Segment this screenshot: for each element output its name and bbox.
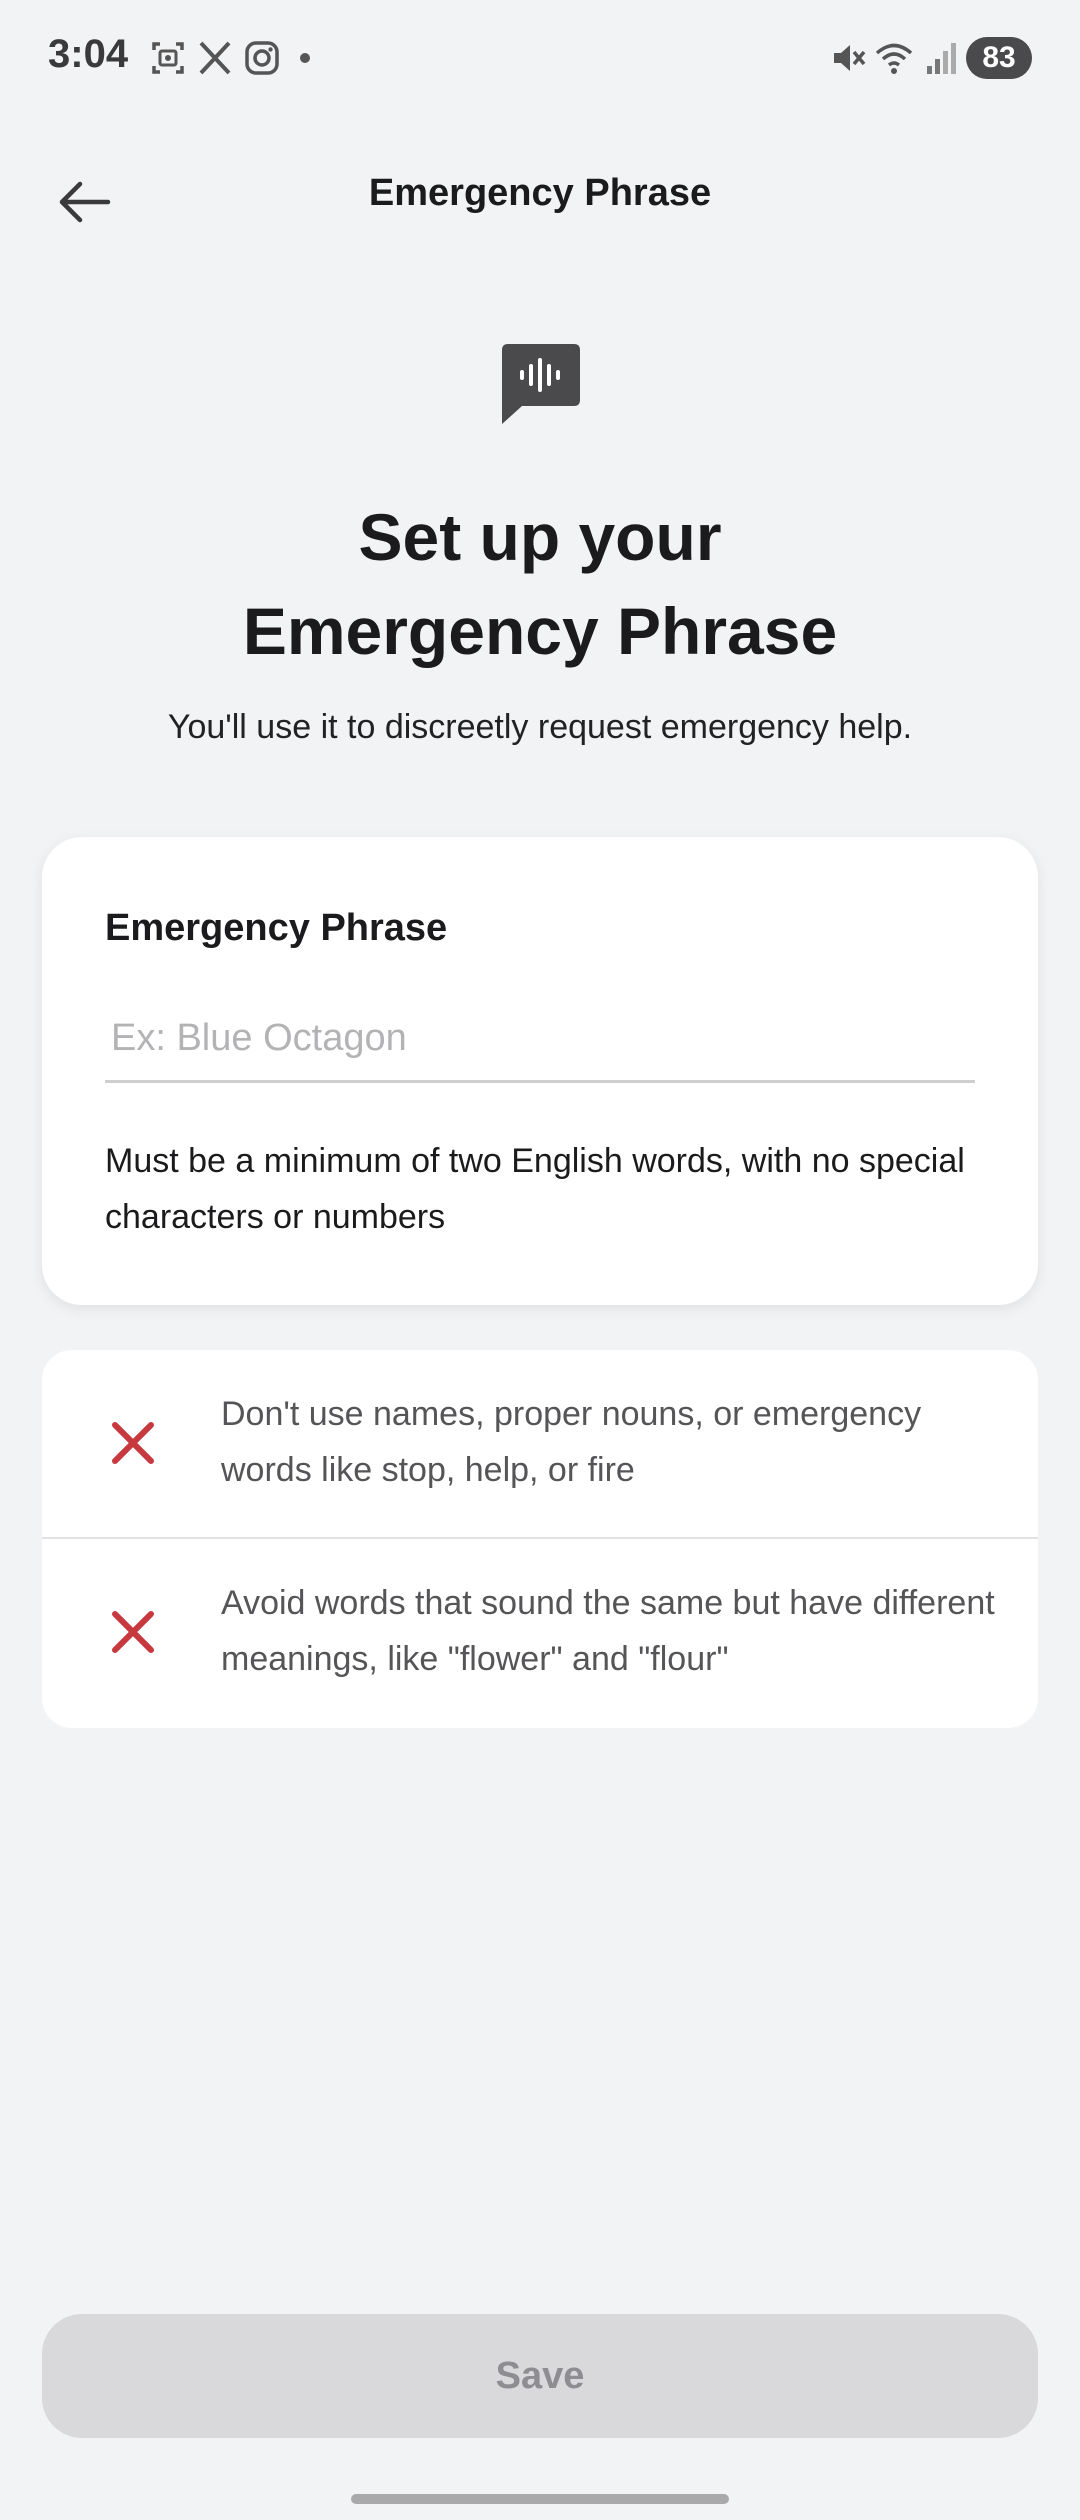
rule-text: Don't use names, proper nouns, or emergency words like stop, help, or fire <box>221 1395 922 1489</box>
headline-line-1: Set up your <box>358 500 722 574</box>
rule-item <box>42 1350 1038 1539</box>
subheadline: You'll use it to discreetly request emergency help. <box>167 708 913 746</box>
rules-card <box>42 1350 1038 1728</box>
headline <box>0 490 1080 678</box>
phrase-label: Emergency Phrase <box>105 907 448 949</box>
battery-indicator: 83 <box>966 37 1032 79</box>
x-mark-icon <box>108 1607 158 1657</box>
signal-icon <box>922 38 962 78</box>
page-title: Emergency Phrase <box>368 172 712 214</box>
save-button[interactable]: Save <box>42 2314 1038 2438</box>
x-mark-icon <box>108 1418 158 1468</box>
home-indicator[interactable] <box>351 2494 729 2504</box>
status-time: 3:04 <box>48 32 129 76</box>
rule-item <box>42 1539 1038 1728</box>
screenshot-icon <box>148 38 188 78</box>
wifi-icon <box>874 38 914 78</box>
status-bar <box>0 0 1080 118</box>
phrase-card <box>42 837 1038 1305</box>
headline-line-2: Emergency Phrase <box>242 594 838 668</box>
mute-icon <box>828 38 868 78</box>
notification-dot <box>300 53 310 63</box>
rule-text: Avoid words that sound the same but have different meanings, like "flower" and "flour" <box>221 1584 995 1678</box>
instagram-icon <box>242 38 282 78</box>
voice-bubble-icon <box>498 342 582 426</box>
phrase-hint: Must be a minimum of two English words, with no special characters or numbers <box>105 1142 965 1236</box>
x-icon <box>195 38 235 78</box>
emergency-phrase-input[interactable] <box>105 997 975 1083</box>
